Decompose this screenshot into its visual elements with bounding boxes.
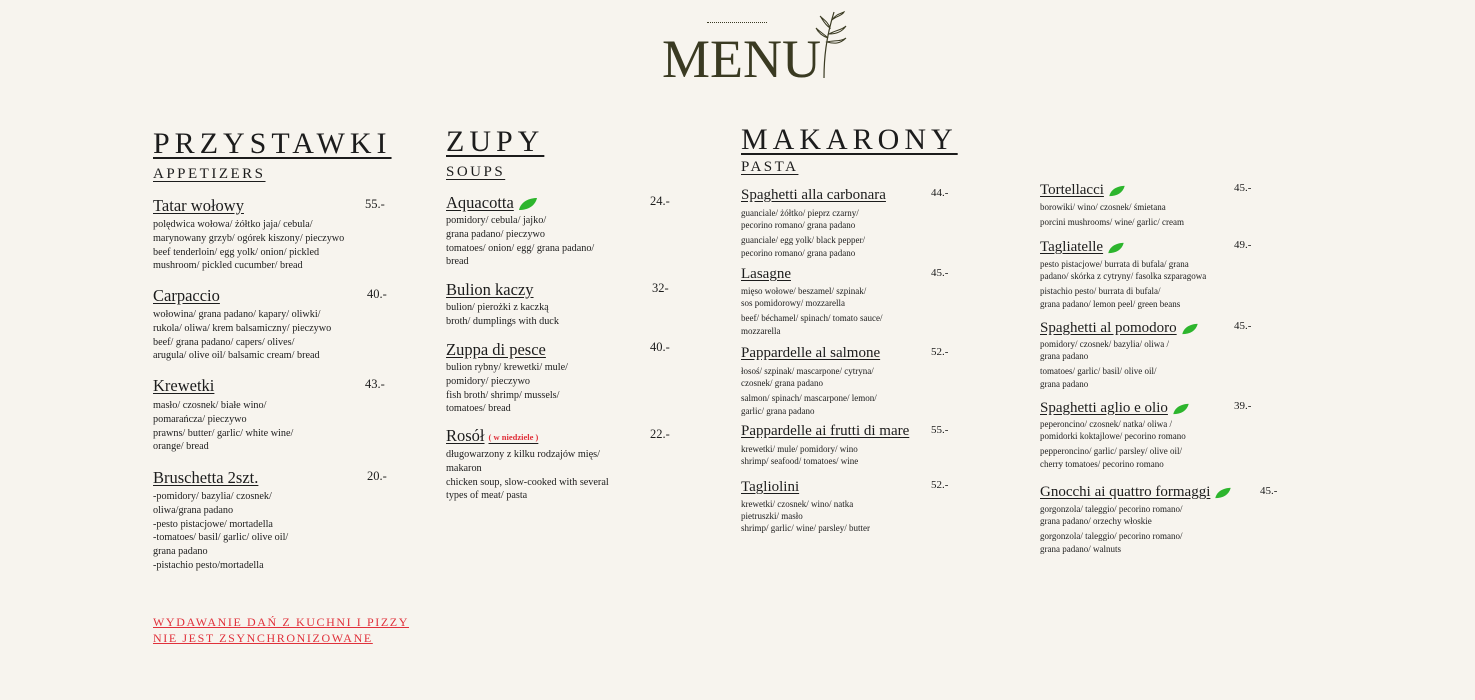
menu-item-description: mięso wołowe/ beszamel/ szpinak/ sos pomidorowy/ mozzarella beef/ béchamel/ spinach/ tomato sauce/ mozzarella (741, 286, 883, 336)
menu-item-description: wołowina/ grana padano/ kapary/ oliwki/ rukola/ oliwa/ krem balsamiczny/ pieczywo beef/ grana padano/ capers/ olives/ arugula/ olive oil/ balsamic cream/ bread (153, 309, 332, 362)
section-subtitle-soups: SOUPS (446, 164, 506, 180)
logo-dotted-line (707, 22, 767, 23)
leaf-icon (1172, 403, 1190, 415)
menu-item-description: długowarzony z kilku rodzajów mięs/ makaron chicken soup, slow-cooked with several types of meat/ pasta (446, 449, 609, 502)
menu-item-price: 52.- (931, 346, 949, 358)
menu-item-name: Tortellacci (1040, 180, 1126, 200)
menu-item-name: Spaghetti aglio e olio (1040, 398, 1190, 418)
menu-item-description: pesto pistacjowe/ burrata di bufala/ grana padano/ skórka z cytryny/ fasolka szparagowa pistachio pesto/ burrata di bufala/ grana padano/ lemon peel/ green beans (1040, 259, 1207, 309)
leaf-icon (1107, 242, 1125, 254)
menu-item-description: bulion rybny/ krewetki/ mule/ pomidory/ pieczywo fish broth/ shrimp/ mussels/ tomatoes/ bread (446, 362, 568, 415)
menu-item-name: Spaghetti al pomodoro (1040, 318, 1199, 338)
menu-item-name: Aquacotta (446, 193, 538, 213)
menu-item-price: 55.- (931, 424, 949, 436)
menu-item-name: Lasagne (741, 266, 791, 282)
menu-item-price: 55.- (365, 197, 385, 211)
menu-item-description: guanciale/ żółtko/ pieprz czarny/ pecorino romano/ grana padano guanciale/ egg yolk/ black pepper/ pecorino romano/ grana padano (741, 208, 865, 258)
leaf-icon (1108, 185, 1126, 197)
menu-item-name: Pappardelle al salmone (741, 345, 881, 361)
leaf-icon (1181, 323, 1199, 335)
menu-item-price: 45.- (1234, 182, 1252, 194)
menu-item-name: Tagliatelle (1040, 237, 1125, 257)
menu-item-price: 45.- (1234, 320, 1252, 332)
menu-item-price: 45.- (931, 267, 949, 279)
menu-item-price: 52.- (931, 479, 949, 491)
section-subtitle-pasta: PASTA (741, 159, 799, 175)
menu-item-name: Bulion kaczy (446, 280, 534, 299)
sunday-note: ( w niedziele ) (488, 432, 539, 443)
menu-item-description: gorgonzola/ taleggio/ pecorino romano/ grana padano/ orzechy włoskie gorgonzola/ taleggio/ pecorino romano/ grana padano/ walnuts (1040, 504, 1183, 554)
menu-item-description: łosoś/ szpinak/ mascarpone/ cytryna/ czosnek/ grana padano salmon/ spinach/ mascarpone/ lemon/ garlic/ grana padano (741, 366, 877, 416)
menu-item-description: krewetki/ czosnek/ wino/ natka pietruszki/ masło shrimp/ garlic/ wine/ parsley/ butter (741, 499, 870, 534)
menu-item-description: peperoncino/ czosnek/ natka/ oliwa / pomidorki koktajlowe/ pecorino romano pepperoncino/ garlic/ parsley/ olive oil/ cherry tomatoes/ pecorino romano (1040, 419, 1186, 469)
menu-item-price: 22.- (650, 427, 670, 441)
menu-item-name: Pappardelle ai frutti di mare (741, 423, 910, 439)
menu-item-price: 20.- (367, 469, 387, 483)
menu-item-price: 40.- (367, 287, 387, 301)
kitchen-notice: WYDAWANIE DAŃ Z KUCHNI I PIZZY NIE JEST ZSYNCHRONIZOWANE (153, 615, 410, 645)
menu-item-name: Tatar wołowy (153, 196, 244, 215)
menu-item-name: Spaghetti alla carbonara (741, 187, 886, 203)
menu-item-name: Krewetki (153, 376, 215, 395)
menu-item-description: pomidory/ czosnek/ bazylia/ oliwa / grana padano tomatoes/ garlic/ basil/ olive oil/ grana padano (1040, 339, 1169, 389)
menu-item-price: 40.- (650, 340, 670, 354)
menu-item-description: polędwica wołowa/ żółtko jaja/ cebula/ marynowany grzyb/ ogórek kiszony/ pieczywo beef tenderloin/ egg yolk/ onion/ pickled mushroom/ pickled cucumber/ bread (153, 219, 345, 272)
menu-logo (662, 8, 852, 88)
menu-item-description: masło/ czosnek/ białe wino/ pomarańcza/ pieczywo prawns/ butter/ garlic/ white wine/ orange/ bread (153, 400, 294, 453)
menu-item-name: Carpaccio (153, 286, 220, 305)
menu-item-price: 24.- (650, 194, 670, 208)
section-subtitle-appetizers: APPETIZERS (153, 166, 266, 182)
leaf-icon (518, 197, 538, 211)
branch-icon (812, 8, 852, 80)
menu-item-price: 44.- (931, 187, 949, 199)
section-title-pasta: MAKARONY (741, 123, 958, 156)
menu-item-name: Zuppa di pesce (446, 340, 546, 359)
menu-item-description: krewetki/ mule/ pomidory/ wino shrimp/ seafood/ tomatoes/ wine (741, 444, 859, 467)
menu-item-price: 49.- (1234, 239, 1252, 251)
menu-item-name: Tagliolini (741, 479, 800, 495)
menu-item-description: borowiki/ wino/ czosnek/ śmietana porcini mushrooms/ wine/ garlic/ cream (1040, 202, 1184, 228)
menu-item-price: 43.- (365, 377, 385, 391)
menu-item-description: bulion/ pierożki z kaczką broth/ dumplings with duck (446, 302, 559, 327)
menu-item-price: 45.- (1260, 485, 1278, 497)
menu-item-price: 39.- (1234, 400, 1252, 412)
menu-item-name: Rosół ( w niedziele ) (446, 426, 539, 445)
menu-item-price: 32- (652, 281, 669, 295)
menu-item-description: -pomidory/ bazylia/ czosnek/ oliwa/grana padano -pesto pistacjowe/ mortadella -tomatoes/ basil/ garlic/ olive oil/ grana padano -pistachio pesto/mortadella (153, 491, 289, 571)
page-title: MENU (662, 29, 821, 89)
menu-item-name: Bruschetta 2szt. (153, 468, 259, 487)
section-title-appetizers: PRZYSTAWKI (153, 127, 392, 160)
menu-item-description: pomidory/ cebula/ jajko/ grana padano/ pieczywo tomatoes/ onion/ egg/ grana padano/ bread (446, 215, 595, 268)
menu-item-name: Gnocchi ai quattro formaggi (1040, 482, 1232, 502)
section-title-soups: ZUPY (446, 125, 545, 158)
leaf-icon (1214, 487, 1232, 499)
